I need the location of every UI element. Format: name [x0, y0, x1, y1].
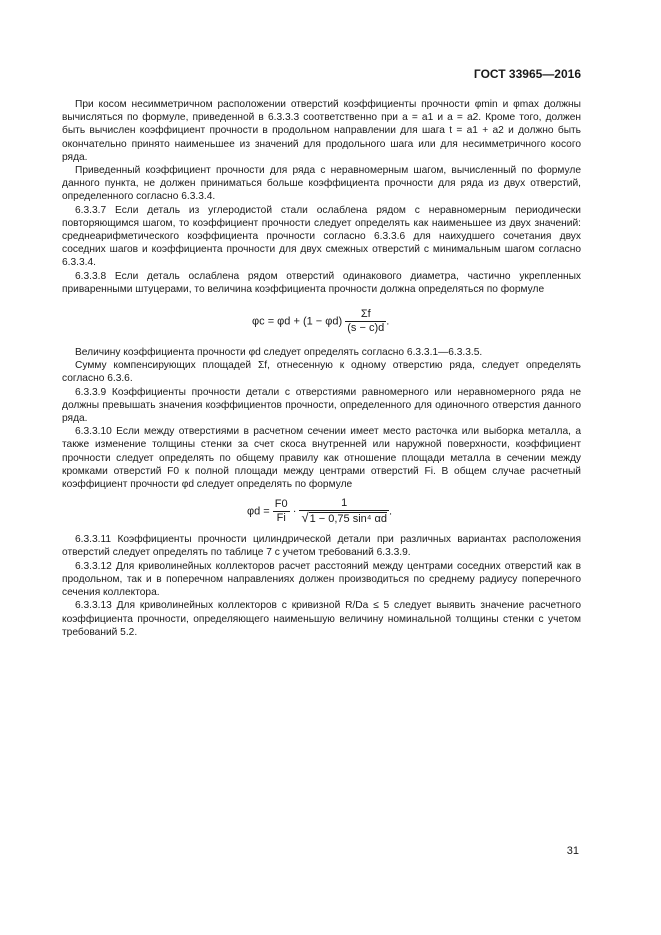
formula-numerator: 1	[341, 497, 348, 510]
formula-denominator: Fi	[273, 511, 290, 525]
page-number: 31	[566, 845, 579, 857]
paragraph: 6.3.3.12 Для криволинейных коллекторов расчет расстояний между центрами соседних отверстий как в продольном, так и в поперечном направлениях должен производиться по среднему радиусу поперечного сечения коллектора.	[62, 560, 581, 599]
formula-radicand: 1 − 0,75 sin⁴ αd	[309, 513, 388, 526]
sqrt-icon: √	[301, 510, 309, 526]
formula-lhs: φc = φd + (1 − φd)	[252, 315, 343, 328]
formula-numerator: F0	[274, 498, 288, 511]
formula-numerator: Σf	[360, 308, 371, 321]
formula-tail: .	[386, 315, 390, 328]
paragraph: 6.3.3.9 Коэффициенты прочности детали с отверстиями равномерного или неравномерного ряда не должны превышать значения коэффициентов прочности, определенного для одиночного отверстия данного ряда.	[62, 386, 581, 425]
formula-fraction	[345, 308, 386, 335]
paragraph: При косом несимметричном расположении отверстий коэффициенты прочности φmin и φmax должны вычисляться по формуле, приведенной в 6.3.3.3 соответственно при a = a1 и a = a2. Кроме того, должен быть вычислен коэффициент прочности в продольном направлении для шага t = a1 + a2 и должно быть окончательно принято наименьшее из значений для продольного шага или для несимметричного косого ряда.	[62, 99, 581, 163]
formula-fraction	[273, 498, 290, 525]
formula-fraction	[299, 497, 389, 526]
paragraph: 6.3.3.11 Коэффициенты прочности цилиндрической детали при различных вариантах расположения отверстий следует определять по таблице 7 с учетом требований 6.3.3.9.	[62, 534, 581, 559]
paragraph: 6.3.3.10 Если между отверстиями в расчетном сечении имеет место расточка или выборка металла, а также изменение толщины стенки за счет скоса внутренней или наружной поверхности, коэффициент прочности следует определять по общему правилу как отношение площади металла в сечении между кромками отверстий F0 к полной площади между центрами отверстий Fi. В общем случае расчетный коэффициент прочности φd следует определять по формуле	[62, 426, 581, 491]
formula-dot: ·	[292, 505, 297, 518]
formula-lhs: φd =	[247, 505, 270, 518]
paragraph: 6.3.3.7 Если деталь из углеродистой стали ослаблена рядом с неравномерным периодически повторяющимся шагом, то коэффициент прочности следует определять как наименьшее из двух значений: среднеарифметического коэффициента прочности согласно 6.3.3.6 для наихудшего сочетания двух соседних шагов и коэффициента прочности для двух смежных отверстий с минимальным шагом согласно 6.3.3.4.	[62, 204, 581, 269]
formula-denominator	[299, 510, 389, 526]
document-body	[62, 98, 581, 639]
formula-tail: .	[389, 505, 393, 518]
formula-calculated-coefficient	[62, 497, 581, 529]
paragraph: Величину коэффициента прочности φd следует определять согласно 6.3.3.1—6.3.3.5.	[75, 347, 483, 359]
paragraph: 6.3.3.13 Для криволинейных коллекторов с кривизной R/Da ≤ 5 следует выявить значение расчетного коэффициента прочности, определяющего наименьшую величину номинальной толщины стенки с учетом требований 5.2.	[62, 600, 581, 638]
paragraph: 6.3.3.8 Если деталь ослаблена рядом отверстий одинакового диаметра, частично укрепленных приваренными штуцерами, то величина коэффициента прочности должна определяться по формуле	[62, 270, 581, 295]
paragraph: Приведенный коэффициент прочности для ряда с неравномерным шагом, вычисленный по формуле данного пункта, не должен приниматься больше коэффициента прочности для ряда из двух отверстий, определенного согласно 6.3.3.4.	[62, 165, 581, 203]
document-code: ГОСТ 33965—2016	[473, 67, 581, 81]
formula-strength-coefficient	[62, 306, 581, 340]
formula-denominator: (s − c)d	[347, 322, 385, 335]
paragraph: Сумму компенсирующих площадей Σf, отнесенную к одному отверстию ряда, следует определять согласно 6.3.6.	[62, 360, 581, 385]
